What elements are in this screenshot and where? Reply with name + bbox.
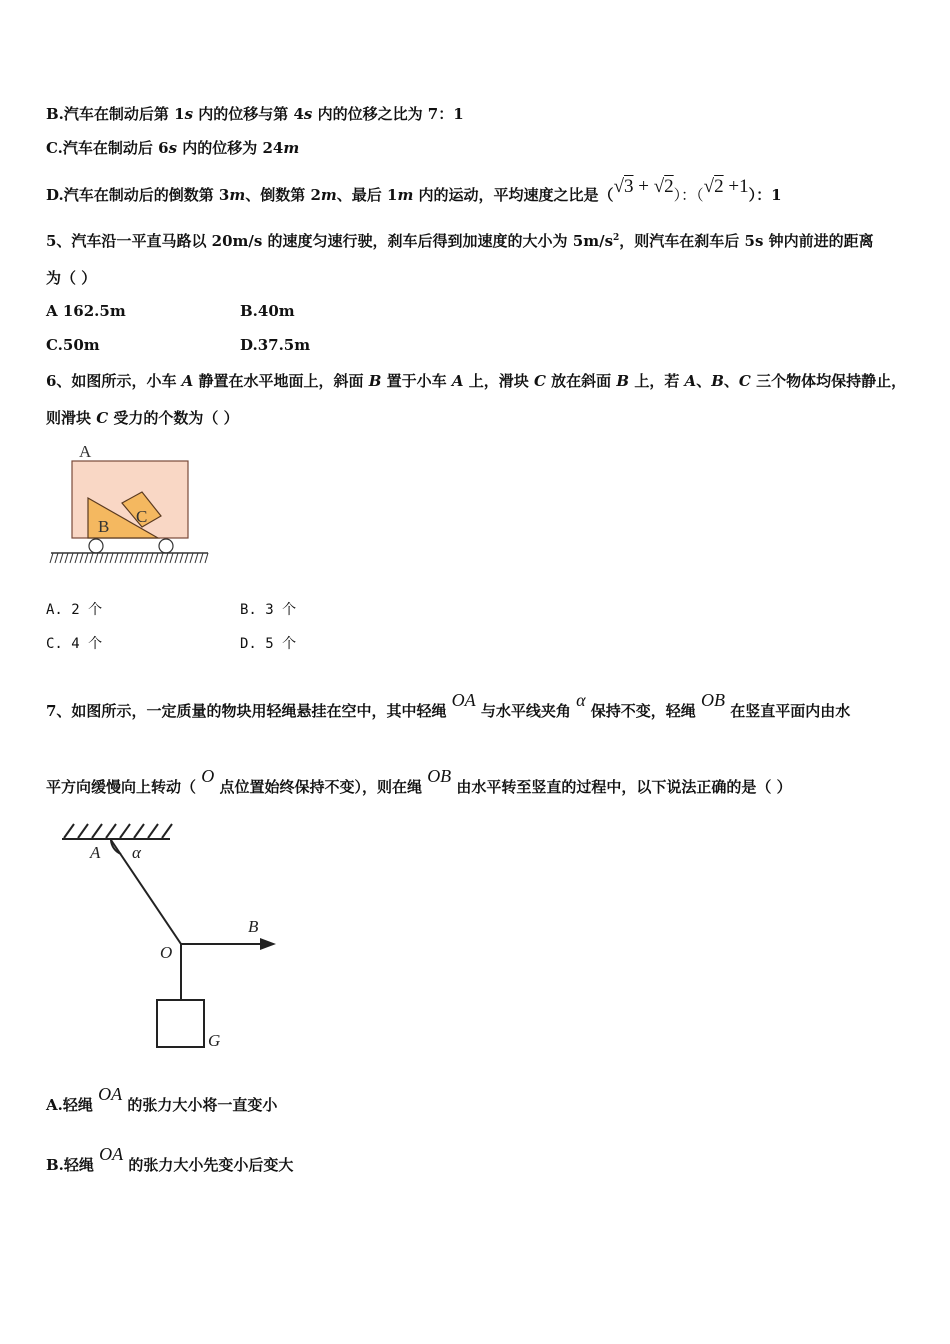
unit-m: m: [283, 139, 300, 157]
text: 由水平转至竖直的过程中，以下说法正确的是（ ）: [451, 778, 792, 796]
text: 三个物体均保持静止，: [750, 372, 907, 390]
text: ）：（: [673, 186, 704, 204]
plus: +: [633, 176, 654, 197]
ground-hatching: [50, 553, 208, 563]
math-ob: OB: [427, 766, 452, 786]
plus: +1: [723, 176, 749, 197]
q6-option-d: D. 5 个: [240, 636, 297, 652]
text: 、倒数第 2: [245, 186, 321, 204]
label-g: G: [208, 1031, 221, 1050]
text: 上，若: [629, 372, 685, 390]
var: B: [711, 372, 724, 390]
text: 则滑块: [46, 409, 97, 427]
q5-option-b: B.40m: [240, 302, 295, 320]
cart-incline-figure: [46, 440, 216, 570]
radicand: 3: [624, 176, 634, 197]
q5-option-d: D.37.5m: [240, 336, 311, 354]
q5-line2: [46, 267, 96, 288]
text: B.汽车在制动后第 1: [46, 105, 185, 123]
label-o: O: [160, 943, 173, 962]
rope-oa: [111, 840, 181, 944]
label-a: A: [79, 442, 92, 461]
text: 7、如图所示，一定质量的物块用轻绳悬挂在空中，其中轻绳: [46, 702, 452, 720]
q5-option-a: A 162.5m: [46, 302, 126, 320]
text: 内的位移之比为 7：1: [312, 105, 464, 123]
rope-hanging-figure: [56, 818, 286, 1058]
text: 、: [696, 372, 712, 390]
label-b: B: [248, 917, 259, 936]
text: 上，滑块: [463, 372, 534, 390]
label-alpha: α: [132, 843, 141, 862]
var: A: [181, 372, 194, 390]
wheel-left: [89, 539, 103, 553]
var: A: [684, 372, 697, 390]
text: 放在斜面: [545, 372, 617, 390]
text: 、最后 1: [336, 186, 398, 204]
unit-m: m: [397, 186, 414, 204]
q6-option-c: C. 4 个: [46, 636, 103, 652]
text: D.汽车在制动后的倒数第 3: [46, 186, 230, 204]
label-c: C: [136, 507, 148, 526]
text: ，则汽车在刹车后 5s 钟内前进的距离: [619, 232, 874, 250]
var: A: [451, 372, 464, 390]
text: 点位置始终保持不变），则在绳: [214, 778, 428, 796]
text: 的张力大小将一直变小: [122, 1096, 278, 1114]
text: 内的运动，平均速度之比是（: [413, 186, 614, 204]
q7-option-a: [46, 1084, 278, 1115]
text: 在竖直平面内由水: [725, 702, 851, 720]
wheel-right: [159, 539, 173, 553]
unit-s: s: [184, 105, 194, 123]
q5-option-c: C.50m: [46, 336, 100, 354]
math-o: O: [201, 766, 215, 786]
text: 置于小车: [381, 372, 452, 390]
ceiling-hatching: [64, 824, 172, 838]
sqrt-expression-2: √2 +1: [703, 176, 749, 197]
option-b-prev: [46, 103, 464, 124]
option-d-prev: [46, 176, 782, 206]
unit-s: s: [303, 105, 313, 123]
text: 的张力大小先变小后变大: [123, 1156, 294, 1174]
block-g: [157, 1000, 204, 1047]
text: 受力的个数为（ ）: [108, 409, 239, 427]
text: 静置在水平地面上，斜面: [193, 372, 369, 390]
text: C.汽车在制动后 6: [46, 139, 169, 157]
text: ）：1: [748, 186, 782, 204]
q7-line2: [46, 766, 792, 797]
radicand: 2: [664, 176, 674, 197]
var: C: [96, 409, 109, 427]
sqrt-expression-1: √3 + √2: [613, 176, 674, 197]
var: B: [616, 372, 630, 390]
text: 为（ ）: [46, 269, 97, 287]
math-ob: OB: [701, 690, 726, 710]
text: 6、如图所示，小车: [46, 372, 182, 390]
text: 内的位移与第 4: [193, 105, 304, 123]
var: C: [534, 372, 546, 390]
text: B.轻绳: [46, 1156, 100, 1174]
text: 与水平线夹角: [475, 702, 577, 720]
q5-line1: [46, 230, 874, 251]
unit-s: s: [168, 139, 178, 157]
text: 5、汽车沿一平直马路以 20m/s 的速度匀速行驶，刹车后得到加速度的大小为 5m/s: [46, 232, 614, 250]
text: 、: [723, 372, 739, 390]
unit-m: m: [229, 186, 246, 204]
q7-line1: [46, 690, 851, 721]
arrow-head: [260, 938, 276, 950]
superscript: 2: [613, 233, 620, 243]
unit-m: m: [320, 186, 337, 204]
q6-option-b: B. 3 个: [240, 602, 297, 618]
q6-line1: [46, 370, 906, 391]
label-b: B: [98, 517, 110, 536]
q7-option-b: [46, 1144, 294, 1175]
text: 平方向缓慢向上转动（: [46, 778, 202, 796]
radicand: 2: [714, 176, 724, 197]
text: 保持不变，轻绳: [585, 702, 702, 720]
var: C: [738, 372, 751, 390]
label-a: A: [90, 843, 101, 862]
var: B: [368, 372, 382, 390]
math-alpha: α: [576, 690, 586, 710]
option-c-prev: [46, 137, 299, 158]
q6-option-a: A. 2 个: [46, 602, 103, 618]
math-oa: OA: [451, 690, 476, 710]
math-oa: OA: [98, 1084, 123, 1104]
text: A.轻绳: [46, 1096, 99, 1114]
q6-line2: [46, 407, 239, 428]
text: 内的位移为 24: [177, 139, 284, 157]
math-oa: OA: [99, 1144, 124, 1164]
